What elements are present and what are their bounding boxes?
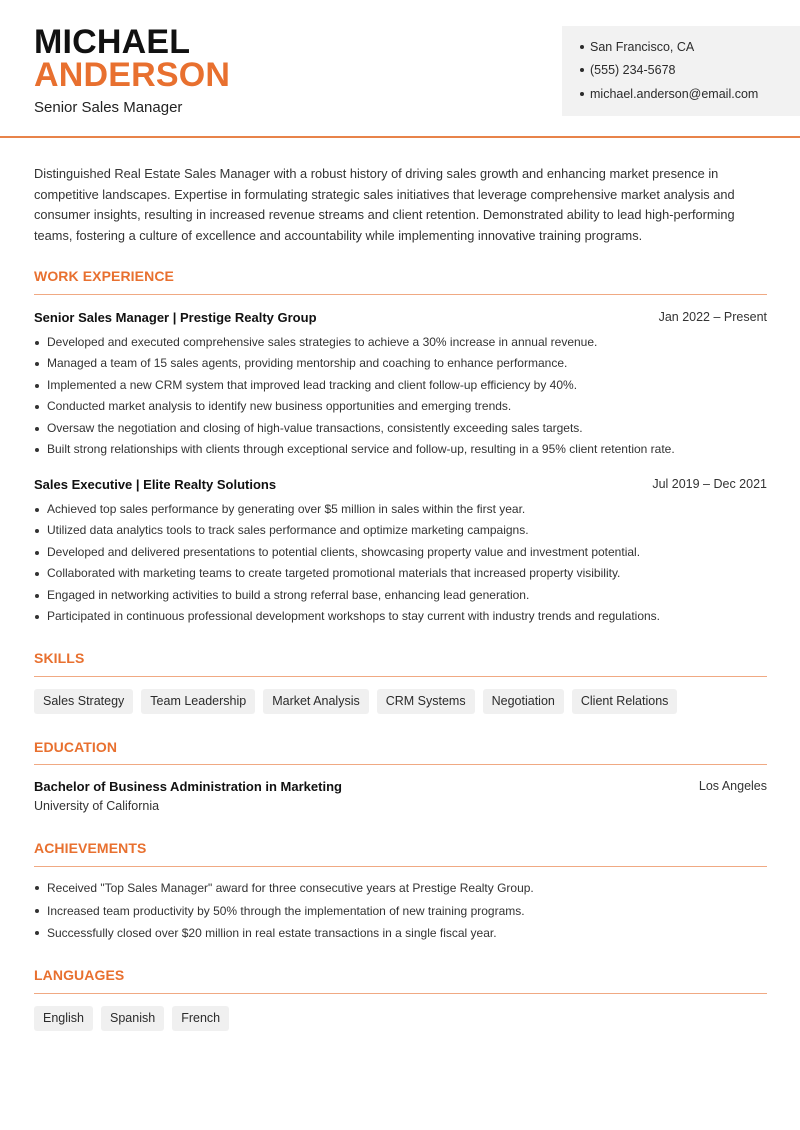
achievements-heading: ACHIEVEMENTS — [34, 840, 147, 856]
job-1-bullets — [34, 332, 774, 460]
section-divider — [34, 866, 767, 867]
education-location: Los Angeles — [698, 779, 767, 793]
list-item: Implemented a new CRM system that improved lead tracking and client follow-up efficiency by 40%. — [34, 375, 774, 396]
section-divider — [34, 764, 767, 765]
list-item: Oversaw the negotiation and closing of high-value transactions, consistently exceeding sales targets. — [34, 418, 774, 439]
skill-tag: Team Leadership — [141, 689, 255, 714]
contact-location: San Francisco, CA — [580, 40, 694, 54]
job-1-dates: Jan 2022 – Present — [658, 310, 767, 324]
list-item: Achieved top sales performance by generating over $5 million in sales within the first year. — [34, 499, 774, 520]
language-tag: English — [34, 1006, 93, 1031]
skill-tag: CRM Systems — [377, 689, 475, 714]
last-name: ANDERSON — [34, 56, 231, 94]
degree-name: Bachelor of Business Administration in Marketing — [34, 779, 342, 794]
list-item: Built strong relationships with clients through exceptional service and follow-up, resulting in a 95% client retention rate. — [34, 439, 774, 460]
job-2-title: Sales Executive | Elite Realty Solutions — [34, 477, 277, 492]
list-item: Developed and executed comprehensive sales strategies to achieve a 30% increase in annual revenue. — [34, 332, 774, 353]
section-divider — [34, 294, 767, 295]
contact-email[interactable]: michael.anderson@email.com — [580, 87, 758, 101]
job-2-bullets — [34, 499, 774, 627]
list-item: Utilized data analytics tools to track sales performance and optimize marketing campaigns. — [34, 520, 774, 541]
skills-tags — [34, 689, 677, 714]
job-1-title: Senior Sales Manager | Prestige Realty Group — [34, 310, 317, 325]
list-item: Engaged in networking activities to build a strong referral base, enhancing lead generation. — [34, 585, 774, 606]
education-heading: EDUCATION — [34, 739, 118, 755]
section-divider — [34, 676, 767, 677]
list-item: Participated in continuous professional development workshops to stay current with industry trends and regulations. — [34, 606, 774, 627]
skills-heading: SKILLS — [34, 650, 85, 666]
language-tag: French — [172, 1006, 229, 1031]
school-name: University of California — [34, 799, 160, 813]
list-item: Conducted market analysis to identify new business opportunities and emerging trends. — [34, 396, 774, 417]
list-item: Managed a team of 15 sales agents, providing mentorship and coaching to enhance performance. — [34, 353, 774, 374]
languages-tags — [34, 1006, 229, 1031]
achievements-list — [34, 877, 774, 945]
languages-heading: LANGUAGES — [34, 967, 125, 983]
contact-box — [562, 26, 800, 116]
work-experience-heading: WORK EXPERIENCE — [34, 268, 174, 284]
professional-summary: Distinguished Real Estate Sales Manager with a robust history of driving sales growth and enhancing market presence in competitive landscapes. Expertise in formulating strategic sales initiatives that leverage comprehensive market analysis and consumer insights, resulting in increased revenue streams and client retention. Demonstrated ability to lead high-performing teams, fostering a culture of excellence and accountability while implementing innovative training programs. — [34, 166, 735, 243]
list-item: Successfully closed over $20 million in real estate transactions in a single fiscal year. — [34, 922, 774, 945]
resume-header — [0, 0, 800, 138]
list-item: Increased team productivity by 50% through the implementation of new training programs. — [34, 900, 774, 923]
list-item: Developed and delivered presentations to potential clients, showcasing property value and investment potential. — [34, 542, 774, 563]
contact-phone: (555) 234-5678 — [580, 63, 675, 77]
skill-tag: Client Relations — [572, 689, 678, 714]
job-2-dates: Jul 2019 – Dec 2021 — [652, 477, 767, 491]
list-item: Collaborated with marketing teams to create targeted promotional materials that increased property visibility. — [34, 563, 774, 584]
list-item: Received "Top Sales Manager" award for three consecutive years at Prestige Realty Group. — [34, 877, 774, 900]
job-title-headline: Senior Sales Manager — [34, 99, 183, 116]
skill-tag: Negotiation — [483, 689, 564, 714]
skill-tag: Sales Strategy — [34, 689, 133, 714]
skill-tag: Market Analysis — [263, 689, 369, 714]
section-divider — [34, 993, 767, 994]
first-name: MICHAEL — [34, 23, 191, 61]
language-tag: Spanish — [101, 1006, 164, 1031]
